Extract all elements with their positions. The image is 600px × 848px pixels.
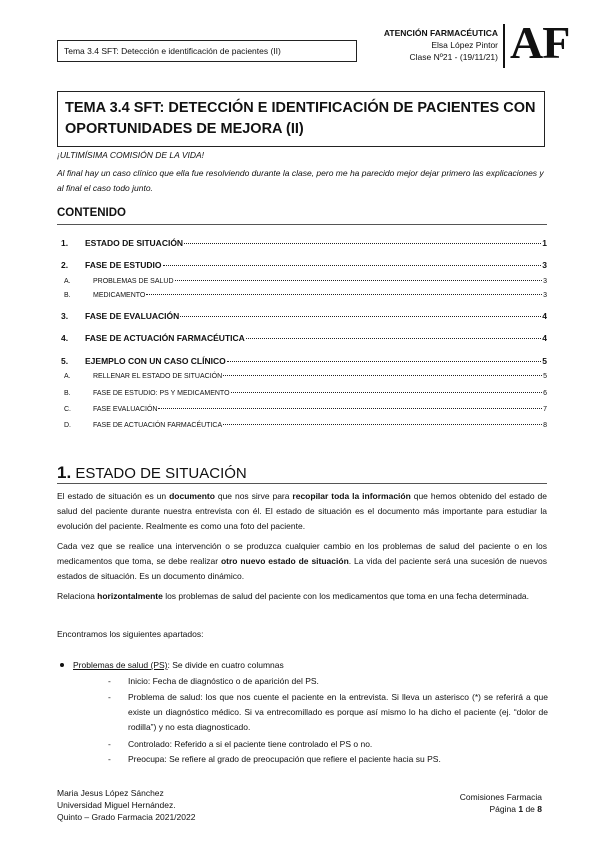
toc-leader-dots — [175, 280, 543, 281]
toc-subitem[interactable] — [57, 278, 547, 285]
toc-item[interactable] — [57, 333, 547, 343]
toc-label: ESTADO DE SITUACIÓN — [85, 238, 184, 248]
paragraph — [57, 589, 547, 604]
toc-leader-dots — [163, 265, 542, 266]
dash-text: Inicio: Fecha de diagnóstico o de aparición del PS. — [128, 676, 319, 686]
toc-number: B. — [64, 292, 71, 299]
footer-university: Universidad Miguel Hernández. — [57, 800, 176, 810]
page-indicator — [460, 803, 542, 815]
dash-item — [108, 674, 548, 689]
title-line-1: TEMA 3.4 SFT: DETECCIÓN E IDENTIFICACIÓN DE PACIENTES CON — [65, 100, 536, 116]
toc-page: 7 — [543, 406, 547, 413]
toc-label: FASE DE ESTUDIO: PS Y MEDICAMENTO — [93, 390, 230, 397]
paragraph — [57, 539, 547, 584]
of-word: de — [523, 804, 538, 814]
toc-page: 5 — [542, 356, 547, 366]
teacher-name: Elsa López Pintor — [431, 40, 498, 50]
toc-item[interactable] — [57, 311, 547, 321]
toc-page: 5 — [543, 373, 547, 380]
dash-text: Problema de salud: los que nos cuente el paciente en la entrevista. Si lleva un asterisco (*) se referirá a que existe un diagnóstico médico. Si va entrecomillado es porque así mismo lo ha dicho el paciente (ej. “dolor de rodilla”) y no esta diagnosticado. — [128, 692, 548, 732]
section-number: 1. — [57, 463, 72, 482]
toc-leader-dots — [180, 316, 541, 317]
dash-item — [108, 737, 548, 752]
bullet-text: : Se divide en cuatro columnas — [167, 660, 284, 670]
toc-subitem[interactable] — [57, 292, 547, 299]
toc-leader-dots — [223, 424, 542, 425]
footer-right — [460, 791, 542, 815]
toc-item[interactable] — [57, 238, 547, 248]
title-line-2: OPORTUNIDADES DE MEJORA (II) — [65, 121, 304, 137]
toc-number: B. — [64, 390, 71, 397]
contents-heading: CONTENIDO — [57, 207, 126, 219]
bullet-item — [73, 659, 284, 671]
contents-divider — [57, 224, 547, 225]
footer-left — [57, 787, 195, 823]
toc-label: FASE DE ACTUACIÓN FARMACÉUTICA — [85, 333, 245, 343]
toc-page: 3 — [543, 292, 547, 299]
logo-divider — [503, 24, 505, 68]
toc-number: 5. — [61, 356, 69, 366]
text-run: Relaciona — [57, 591, 98, 601]
footer-author: Maria Jesus López Sánchez — [57, 788, 164, 798]
toc-page: 3 — [543, 278, 547, 285]
toc-page: 4 — [542, 333, 547, 343]
toc-number: 3. — [61, 311, 69, 321]
dash-marker: - — [108, 692, 111, 702]
toc-leader-dots — [223, 375, 542, 376]
toc-label: FASE DE ACTUACIÓN FARMACÉUTICA — [93, 422, 223, 429]
text-run: los problemas de salud del paciente con los medicamentos que toma en una fecha determinada. — [162, 591, 530, 601]
text-run: que hemos obtenido del estado de salud del paciente durante nuestra entrevista con él. El estado de situación es el documento más importante para estudiar la evolución del paciente. Realmente es como una foto del paciente. — [57, 491, 548, 531]
dash-item — [108, 752, 548, 767]
toc-label: MEDICAMENTO — [93, 292, 146, 299]
toc-page: 8 — [543, 422, 547, 429]
toc-number: 4. — [61, 333, 69, 343]
dash-item — [108, 690, 548, 735]
footer-course: Quinto – Grado Farmacia 2021/2022 — [57, 812, 196, 822]
text-run: . La vida del paciente será una sucesión de nuevos estados de situación. Es un documento dinámico. — [57, 556, 547, 581]
dash-marker: - — [108, 676, 111, 686]
toc-leader-dots — [184, 243, 541, 244]
section-heading — [57, 463, 247, 483]
class-info: Clase Nº21 - (19/11/21) — [409, 52, 498, 62]
course-info — [384, 27, 498, 63]
page-total: 8 — [537, 804, 542, 814]
toc-number: A. — [64, 373, 71, 380]
toc-label: EJEMPLO CON UN CASO CLÍNICO — [85, 356, 226, 366]
toc-number: C. — [64, 406, 71, 413]
intro-note: Al final hay un caso clínico que ella fue resolviendo durante la clase, pero me ha parecido mejor dejar primero las explicaciones y al final el caso todo junto. — [57, 168, 544, 193]
toc-label: FASE EVALUACIÓN — [93, 406, 158, 413]
paragraph: Encontramos los siguientes apartados: — [57, 629, 204, 639]
toc-label: FASE DE EVALUACIÓN — [85, 311, 180, 321]
toc-leader-dots — [158, 408, 542, 409]
topic-box: Tema 3.4 SFT: Detección e identificación de pacientes (II) — [57, 40, 357, 62]
bold-text: horizontalmente — [97, 591, 163, 601]
toc-page: 3 — [542, 260, 547, 270]
toc-item[interactable] — [57, 356, 547, 366]
bold-text: otro nuevo estado de situación — [220, 556, 349, 566]
toc-label: FASE DE ESTUDIO — [85, 260, 162, 270]
toc-label: RELLENAR EL ESTADO DE SITUACIÓN — [93, 373, 223, 380]
page-word: Página — [489, 804, 519, 814]
section-divider — [57, 483, 547, 484]
toc-page: 4 — [542, 311, 547, 321]
dash-text: Controlado: Referido a si el paciente tiene controlado el PS o no. — [128, 739, 373, 749]
intro-exclamation: ¡ULTIMÍSIMA COMISIÓN DE LA VIDA! — [57, 150, 205, 160]
toc-subitem[interactable] — [57, 406, 547, 413]
paragraph — [57, 489, 547, 534]
toc-leader-dots — [146, 294, 542, 295]
text-run: Cada vez que se realice una intervención o se produzca cualquier cambio en los problemas de salud del paciente o en los medicamentos que toma, se debe realizar — [57, 541, 547, 566]
toc-leader-dots — [231, 392, 543, 393]
toc-item[interactable] — [57, 260, 547, 270]
toc-leader-dots — [246, 338, 541, 339]
dash-marker: - — [108, 739, 111, 749]
text-run: El estado de situación es un — [57, 491, 170, 501]
dash-text: Preocupa: Se refiere al grado de preocupación que refiere el paciente hacia su PS. — [128, 754, 441, 764]
bullet-icon — [60, 663, 64, 667]
bold-text: documento — [169, 491, 215, 501]
toc-leader-dots — [227, 361, 542, 362]
section-title: ESTADO DE SITUACIÓN — [75, 465, 247, 482]
toc-subitem[interactable] — [57, 373, 547, 380]
bold-text: recopilar toda la información — [292, 491, 411, 501]
toc-label: PROBLEMAS DE SALUD — [93, 278, 174, 285]
toc-number: A. — [64, 278, 71, 285]
document-title — [57, 91, 545, 147]
dash-marker: - — [108, 754, 111, 764]
toc-number: 1. — [61, 238, 69, 248]
page-number: 1 — [518, 804, 524, 814]
toc-page: 1 — [542, 238, 547, 248]
toc-page: 6 — [543, 390, 547, 397]
toc-number: D. — [64, 422, 71, 429]
bullet-label: Problemas de salud (PS) — [73, 660, 168, 670]
af-logo: AF — [510, 17, 570, 68]
toc-subitem[interactable] — [57, 422, 547, 429]
footer-committee: Comisiones Farmacia — [459, 792, 542, 802]
text-run: que nos sirve para — [214, 491, 293, 501]
toc-subitem[interactable] — [57, 390, 547, 397]
toc-number: 2. — [61, 260, 69, 270]
course-title: ATENCIÓN FARMACÉUTICA — [383, 28, 498, 38]
